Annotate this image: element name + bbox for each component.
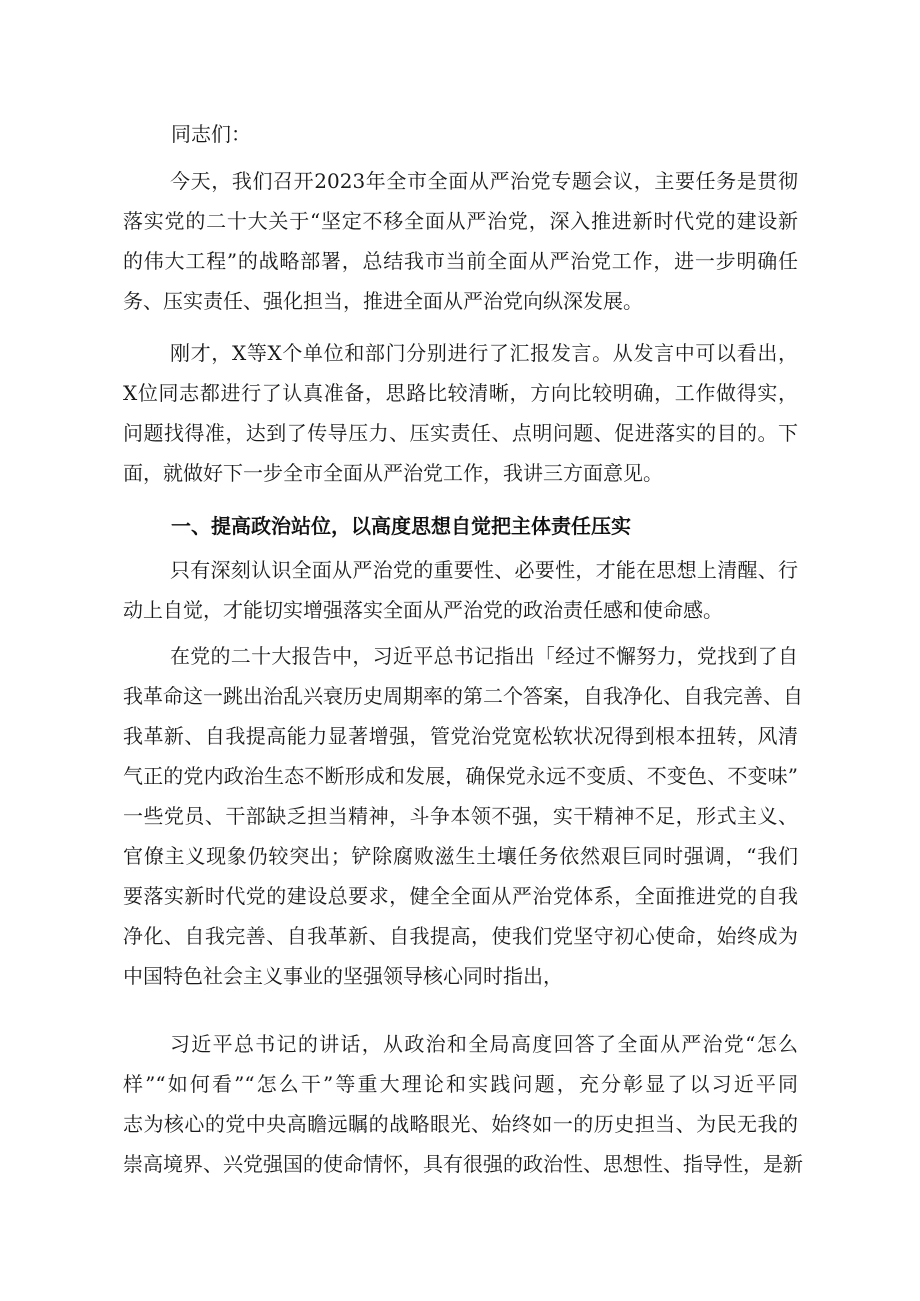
paragraph-line: 只有深刻认识全面从严治党的重要性、必要性，才能在思想上清醒、行 xyxy=(170,558,798,582)
paragraph-report-quote xyxy=(123,636,803,996)
paragraph-line: X位同志都进行了认真准备，思路比较清晰，方向比较明确，工作做得实， xyxy=(123,381,798,405)
paragraph-line: 中国特色社会主义事业的坚强领导核心同时指出， xyxy=(123,964,563,988)
paragraph-line: 我革新、自我提高能力显著增强，管党治党宽松软状况得到根本扭转，风清 xyxy=(123,724,798,748)
paragraph-line: 动上自觉，才能切实增强落实全面从严治党的政治责任感和使命感。 xyxy=(123,598,723,622)
paragraph-line: 我革命这一跳出治乱兴衰历史周期率的第二个答案，自我净化、自我完善、自 xyxy=(123,684,803,708)
paragraph-speech-significance xyxy=(123,1024,803,1184)
paragraph-line: 样”“如何看”“怎么干”等重大理论和实践问题，充分彰显了以习近平同 xyxy=(123,1072,798,1096)
paragraph-line: 志为核心的党中央高瞻远瞩的战略眼光、始终如一的历史担当、为民无我的 xyxy=(123,1112,798,1136)
paragraph-line: 崇高境界、兴党强国的使命情怀，具有很强的政治性、思想性、指导性，是新 xyxy=(123,1152,803,1176)
paragraph-review xyxy=(123,333,798,493)
paragraph-line: 净化、自我完善、自我革新、自我提高，使我们党坚守初心使命，始终成为 xyxy=(123,924,798,948)
paragraph-line: 今天，我们召开2023年全市全面从严治党专题会议，主要任务是贯彻 xyxy=(170,169,798,193)
paragraph-line: 问题找得准，达到了传导压力、压实责任、点明问题、促进落实的目的。下 xyxy=(123,421,798,445)
paragraph-awareness xyxy=(123,550,798,630)
paragraph-line: 在党的二十大报告中，习近平总书记指出「经过不懈努力，党找到了自 xyxy=(170,644,798,668)
salutation: 同志们： xyxy=(171,122,251,146)
paragraph-line: 一些党员、干部缺乏担当精神，斗争本领不强，实干精神不足，形式主义、 xyxy=(123,804,798,828)
paragraph-line: 气正的党内政治生态不断形成和发展，确保党永远不变质、不变色、不变味” xyxy=(123,764,798,788)
paragraph-line: 落实党的二十大关于“坚定不移全面从严治党，深入推进新时代党的建设新 xyxy=(123,209,798,233)
paragraph-line: 官僚主义现象仍较突出；铲除腐败滋生土壤任务依然艰巨同时强调，“我们 xyxy=(123,844,798,868)
paragraph-opening xyxy=(123,161,798,321)
section-heading: 一、提高政治站位，以高度思想自觉把主体责任压实 xyxy=(171,514,631,538)
paragraph-line: 面，就做好下一步全市全面从严治党工作，我讲三方面意见。 xyxy=(123,461,663,485)
paragraph-line: 要落实新时代党的建设总要求，健全全面从严治党体系，全面推进党的自我 xyxy=(123,884,798,908)
paragraph-line: 习近平总书记的讲话，从政治和全局高度回答了全面从严治党“怎么 xyxy=(170,1032,798,1056)
paragraph-line: 的伟大工程”的战略部署，总结我市当前全面从严治党工作，进一步明确任 xyxy=(123,249,798,273)
paragraph-line: 刚才，X等X个单位和部门分别进行了汇报发言。从发言中可以看出， xyxy=(170,341,798,365)
paragraph-line: 务、压实责任、强化担当，推进全面从严治党向纵深发展。 xyxy=(123,289,643,313)
